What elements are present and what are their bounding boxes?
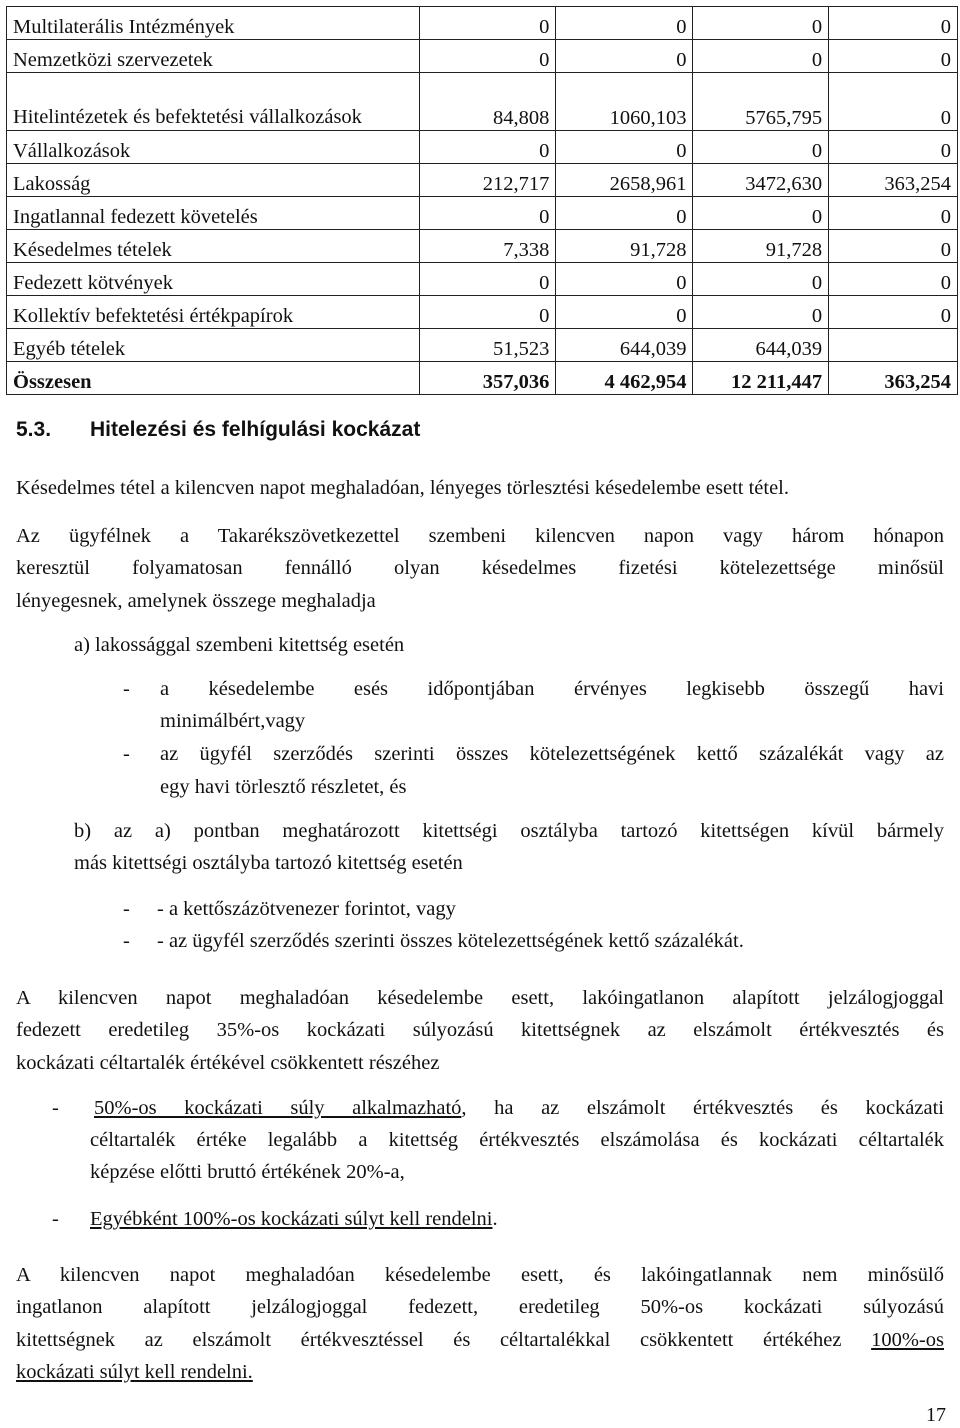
exposure-table <box>6 6 958 395</box>
row-label-cell: Lakosság <box>7 164 420 197</box>
value-cell: 0 <box>693 40 829 73</box>
value-cell: 0 <box>419 131 556 164</box>
table-row <box>7 362 958 395</box>
value-cell: 0 <box>419 197 556 230</box>
list-item-line: képzése előtti bruttó értékének 20%-a, <box>90 1161 405 1183</box>
bullet-dash: - <box>123 678 130 700</box>
list-item-line: egy havi törlesztő részletet, és <box>160 776 407 798</box>
list-item-line: az ügyfél szerződés szerinti összes kötelezettségének kettő százalékát vagy az <box>160 743 944 765</box>
text-run: , ha az elszámolt értékvesztés és kockázati <box>461 1097 944 1119</box>
value-cell: 0 <box>829 263 958 296</box>
table-row <box>7 296 958 329</box>
list-item-line: - az ügyfél szerződés szerinti összes kötelezettségének kettő százalékát. <box>157 930 744 952</box>
paragraph-line: Az ügyfélnek a Takarékszövetkezettel szembeni kilencven napon vagy három hónapon <box>16 525 944 547</box>
value-cell: 212,717 <box>419 164 556 197</box>
paragraph-line: fedezett eredetileg 35%-os kockázati súlyozású kitettségnek az elszámolt értékvesztés és <box>16 1019 944 1041</box>
table-row <box>7 7 958 40</box>
table-row <box>7 40 958 73</box>
value-cell: 357,036 <box>419 362 556 395</box>
value-cell: 91,728 <box>693 230 829 263</box>
row-label-cell: Összesen <box>7 362 420 395</box>
paragraph-line: lényegesnek, amelynek összege meghaladja <box>16 590 376 612</box>
row-label-cell: Hitelintézetek és befektetési vállalkozások <box>7 73 420 131</box>
row-label-cell: Egyéb tételek <box>7 329 420 362</box>
paragraph-definition: Késedelmes tétel a kilencven napot meghaladóan, lényeges törlesztési késedelembe esett tétel. <box>16 477 789 499</box>
value-cell: 0 <box>556 197 693 230</box>
value-cell: 91,728 <box>556 230 693 263</box>
underlined-text: kockázati súlyt kell rendelni. <box>16 1361 253 1383</box>
row-label-cell: Fedezett kötvények <box>7 263 420 296</box>
section-title: Hitelezési és felhígulási kockázat <box>90 418 421 441</box>
paragraph-line: kockázati céltartalék értékével csökkentett részéhez <box>16 1052 440 1074</box>
value-cell: 51,523 <box>419 329 556 362</box>
value-cell: 0 <box>829 7 958 40</box>
bullet-dash: - <box>123 898 130 920</box>
paragraph-line: A kilencven napot meghaladóan késedelembe esett, és lakóingatlannak nem minősülő <box>16 1264 944 1286</box>
table-row <box>7 230 958 263</box>
list-item-line: minimálbért,vagy <box>160 710 306 732</box>
value-cell: 84,808 <box>419 73 556 131</box>
value-cell: 4 462,954 <box>556 362 693 395</box>
value-cell: 0 <box>693 131 829 164</box>
value-cell: 0 <box>693 263 829 296</box>
value-cell: 0 <box>556 40 693 73</box>
table-row <box>7 73 958 131</box>
value-cell <box>829 329 958 362</box>
list-heading-b-line2: más kitettségi osztályba tartozó kitettség esetén <box>74 852 463 874</box>
value-cell: 0 <box>829 40 958 73</box>
value-cell: 363,254 <box>829 362 958 395</box>
value-cell: 12 211,447 <box>693 362 829 395</box>
row-label-cell: Multilaterális Intézmények <box>7 7 420 40</box>
list-item-line <box>94 1092 944 1124</box>
list-heading-a: a) lakossággal szembeni kitettség esetén <box>74 634 405 656</box>
value-cell: 0 <box>419 40 556 73</box>
value-cell: 0 <box>556 263 693 296</box>
paragraph-line <box>16 1324 944 1356</box>
underlined-text: 100%-os <box>871 1329 944 1351</box>
row-label-cell: Kollektív befektetési értékpapírok <box>7 296 420 329</box>
value-cell: 1060,103 <box>556 73 693 131</box>
list-item-line: - a kettőszázötvenezer forintot, vagy <box>157 898 456 920</box>
underlined-text: 50%-os kockázati súly alkalmazható <box>94 1097 462 1119</box>
text-run: . <box>492 1208 498 1230</box>
value-cell: 644,039 <box>693 329 829 362</box>
row-label-cell: Késedelmes tételek <box>7 230 420 263</box>
bullet-dash: - <box>123 743 130 765</box>
paragraph-line <box>16 1356 944 1388</box>
list-item-line: céltartalék értéke legalább a kitettség értékvesztés elszámolása és kockázati céltartalék <box>90 1129 944 1151</box>
value-cell: 0 <box>419 7 556 40</box>
paragraph-line: ingatlanon alapított jelzálogjoggal fedezett, eredetileg 50%-os kockázati súlyozású <box>16 1296 944 1318</box>
bullet-dash: - <box>52 1097 59 1119</box>
section-heading <box>16 418 420 442</box>
value-cell: 0 <box>829 73 958 131</box>
bullet-dash: - <box>52 1208 59 1230</box>
table-row <box>7 197 958 230</box>
table-row <box>7 131 958 164</box>
paragraph-line: keresztül folyamatosan fennálló olyan késedelmes fizetési kötelezettsége minősül <box>16 557 944 579</box>
value-cell: 363,254 <box>829 164 958 197</box>
underlined-text: Egyébként 100%-os kockázati súlyt kell rendelni <box>90 1208 493 1230</box>
value-cell: 0 <box>556 131 693 164</box>
value-cell: 644,039 <box>556 329 693 362</box>
value-cell: 0 <box>829 131 958 164</box>
value-cell: 0 <box>829 230 958 263</box>
text-run: kitettségnek az elszámolt értékvesztéssel és céltartalékkal csökkentett értékéhez <box>16 1329 872 1351</box>
section-number: 5.3. <box>16 418 52 441</box>
table-row <box>7 329 958 362</box>
row-label-cell: Vállalkozások <box>7 131 420 164</box>
value-cell: 0 <box>829 296 958 329</box>
bullet-dash: - <box>123 930 130 952</box>
value-cell: 3472,630 <box>693 164 829 197</box>
row-label-cell: Nemzetközi szervezetek <box>7 40 420 73</box>
paragraph-line: A kilencven napot meghaladóan késedelembe esett, lakóingatlanon alapított jelzálogjoggal <box>16 987 944 1009</box>
list-item-line <box>90 1203 944 1235</box>
value-cell: 0 <box>693 7 829 40</box>
value-cell: 0 <box>556 296 693 329</box>
list-item-line: a késedelembe esés időpontjában érvényes legkisebb összegű havi <box>160 678 944 700</box>
value-cell: 0 <box>556 7 693 40</box>
value-cell: 5765,795 <box>693 73 829 131</box>
value-cell: 0 <box>693 296 829 329</box>
table-row <box>7 164 958 197</box>
row-label-cell: Ingatlannal fedezett követelés <box>7 197 420 230</box>
value-cell: 0 <box>693 197 829 230</box>
value-cell: 0 <box>419 296 556 329</box>
list-heading-b: b) az a) pontban meghatározott kitettségi osztályba tartozó kitettségen kívül bármely <box>74 820 944 842</box>
value-cell: 0 <box>829 197 958 230</box>
value-cell: 7,338 <box>419 230 556 263</box>
value-cell: 0 <box>419 263 556 296</box>
table-row <box>7 263 958 296</box>
value-cell: 2658,961 <box>556 164 693 197</box>
page-number: 17 <box>926 1404 946 1426</box>
